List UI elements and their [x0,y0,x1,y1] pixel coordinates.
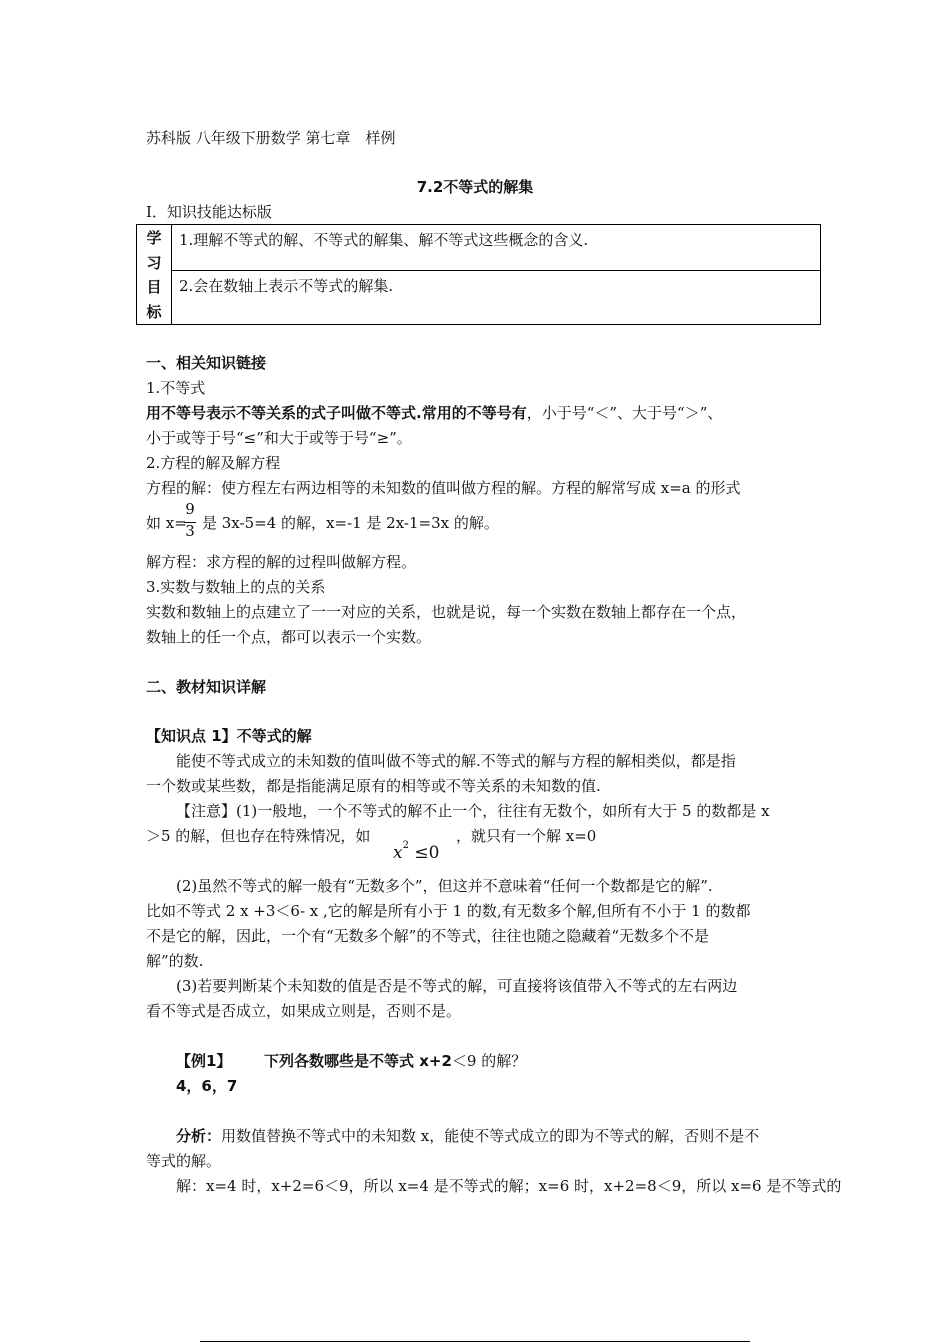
math-exponent: 2 [402,840,409,851]
math-expression [393,835,439,864]
analysis-line [176,1125,759,1147]
sub-heading: 1.不等式 [146,379,206,397]
example-options: 4，6，7 [176,1077,238,1095]
analysis-text: 用数值替换不等式中的未知数 x，能使不等式成立的即为不等式的解，否则不是不 [221,1127,760,1145]
note-line: ＞5 的解，但也存在特殊情况，如 [146,827,371,845]
question-rest: ＜9 的解？ [451,1052,527,1070]
section-2-heading: 二、教材知识详解 [146,678,267,696]
paragraph-line [146,402,722,424]
bold-definition: 用不等号表示不等关系的式子叫做不等式.常用的不等号有 [146,404,527,422]
sub-heading: 3.实数与数轴上的点的关系 [146,578,326,596]
sub-heading: 2.方程的解及解方程 [146,454,281,472]
math-relation: ≤0 [414,843,440,863]
goals-label-char: 学 [146,229,162,247]
math-variable: x [393,843,403,863]
paragraph-line: 实数和数轴上的点建立了一一对应的关系，也就是说，每一个实数在数轴上都存在一个点， [146,603,747,621]
goal-item: 1.理解不等式的解、不等式的解集、解不等式这些概念的含义. [172,225,821,271]
example-question [264,1050,526,1072]
note-line: ，就只有一个解 x=0 [456,827,597,845]
goals-label-char: 习 [146,253,162,272]
paragraph-line: 解方程：求方程的解的过程叫做解方程。 [146,553,417,571]
goals-label-cell [137,225,172,325]
paragraph-line: 能使不等式成立的未知数的值叫做不等式的解.不等式的解与方程的解相类似，都是指 [176,752,736,770]
page-title: 7.2不等式的解集 [416,178,534,196]
paragraph-line: 数轴上的任一个点，都可以表示一个实数。 [146,628,432,646]
analysis-label: 分析： [176,1127,222,1145]
fraction-numerator: 9 [185,500,195,518]
goals-label-char: 目 [146,278,162,296]
example-label: 【例1】 [176,1052,232,1070]
fraction-denominator: 3 [185,522,195,540]
example-suffix: 是 3x-5=4 的解，x=-1 是 2x-1=3x 的解。 [202,514,499,532]
text-run: ，小于号“＜”、大于号“＞”、 [526,404,723,422]
note-line: 比如不等式 2 x +3＜6- x ,它的解是所有小于 1 的数,有无数多个解,但所有不小于 1 的数都 [146,902,751,920]
note-line: 不是它的解，因此，一个有“无数多个解”的不等式，往往也随之隐藏着“无数多个不是 [146,927,710,945]
goal-item: 2.会在数轴上表示不等式的解集. [172,271,821,325]
note-line: 解”的数. [146,952,204,970]
analysis-line: 等式的解。 [146,1152,222,1170]
question-bold: 下列各数哪些是不等式 x+2 [264,1052,452,1070]
footer-rule [200,1341,750,1342]
example-prefix: 如 x= [146,514,187,532]
paragraph-line: 方程的解：使方程左右两边相等的未知数的值叫做方程的解。方程的解常写成 x=a 的形式 [146,479,741,497]
page-header: 苏科版 八年级下册数学 第七章 样例 [146,129,396,147]
section-1-heading: 一、相关知识链接 [146,354,267,372]
paragraph-line: 小于或等于号“≤”和大于或等于号“≥”。 [146,429,412,447]
solution-line: 解：x=4 时，x+2=6＜9，所以 x=4 是不等式的解；x=6 时，x+2=8＜9，所以 x=6 是不等式的 [176,1177,842,1195]
note-line: 看不等式是否成立，如果成立则是，否则不是。 [146,1002,462,1020]
note-line: (2)虽然不等式的解一般有“无数多个”，但这并不意味着“任何一个数都是它的解”. [176,877,713,895]
section-label: I．知识技能达标版 [146,203,272,221]
learning-goals-table [136,224,821,325]
paragraph-line: 一个数或某些数，都是指能满足原有的相等或不等关系的未知数的值. [146,777,601,795]
note-line: 【注意】(1)一般地，一个不等式的解不止一个，往往有无数个，如所有大于 5 的数都是 x [176,802,770,820]
knowledge-point-title: 【知识点 1】不等式的解 [146,727,312,745]
goals-label-char: 标 [146,302,162,321]
note-line: (3)若要判断某个未知数的值是否是不等式的解，可直接将该值带入不等式的左右两边 [176,977,738,995]
